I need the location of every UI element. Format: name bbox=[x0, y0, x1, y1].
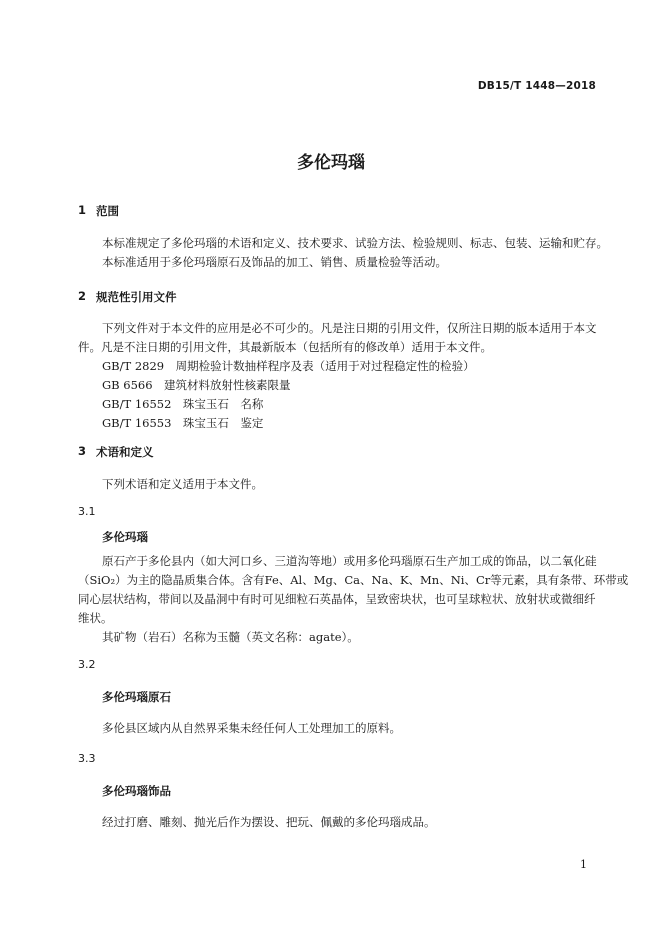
reference-item: GB 6566 建筑材料放射性核素限量 bbox=[102, 378, 291, 392]
term-3-1-number: 3.1 bbox=[78, 505, 96, 518]
term-3-1-title: 多伦玛瑙 bbox=[102, 530, 148, 544]
term-3-2-number: 3.2 bbox=[78, 658, 96, 671]
term-3-3-number: 3.3 bbox=[78, 752, 96, 765]
term-3-1-line-4: 维状。 bbox=[78, 611, 113, 625]
term-3-1-line-5: 其矿物（岩石）名称为玉髓（英文名称：agate）。 bbox=[102, 630, 359, 644]
scope-paragraph-2: 本标准适用于多伦玛瑙原石及饰品的加工、销售、质量检验等活动。 bbox=[102, 255, 447, 269]
reference-item: GB/T 2829 周期检验计数抽样程序及表（适用于对过程稳定性的检验） bbox=[102, 359, 475, 373]
references-intro-line-1: 下列文件对于本文件的应用是必不可少的。凡是注日期的引用文件，仅所注日期的版本适用于本文 bbox=[102, 321, 597, 335]
page-title: 多伦玛瑙 bbox=[297, 153, 365, 173]
section-3-number: 3 bbox=[78, 444, 87, 458]
references-intro-line-2: 件。凡是不注日期的引用文件，其最新版本（包括所有的修改单）适用于本文件。 bbox=[78, 340, 492, 354]
page-number: 1 bbox=[580, 858, 587, 871]
term-3-1-line-1: 原石产于多伦县内（如大河口乡、三道沟等地）或用多伦玛瑙原石生产加工成的饰品，以二氧化硅 bbox=[102, 554, 597, 568]
reference-item: GB/T 16552 珠宝玉石 名称 bbox=[102, 397, 264, 411]
term-3-1-line-3: 同心层状结构，带间以及晶洞中有时可见细粒石英晶体，呈致密块状，也可呈球粒状、放射状或微细纤 bbox=[78, 592, 596, 606]
term-3-2-definition: 多伦县区域内从自然界采集未经任何人工处理加工的原料。 bbox=[102, 721, 401, 735]
scope-paragraph-1: 本标准规定了多伦玛瑙的术语和定义、技术要求、试验方法、检验规则、标志、包装、运输和贮存。 bbox=[102, 236, 608, 250]
term-3-2-title: 多伦玛瑙原石 bbox=[102, 690, 171, 704]
reference-item: GB/T 16553 珠宝玉石 鉴定 bbox=[102, 416, 264, 430]
section-2-number: 2 bbox=[78, 289, 87, 303]
section-3-title: 术语和定义 bbox=[96, 445, 154, 459]
term-3-3-definition: 经过打磨、雕刻、抛光后作为摆设、把玩、佩戴的多伦玛瑙成品。 bbox=[102, 815, 436, 829]
terms-intro: 下列术语和定义适用于本文件。 bbox=[102, 477, 263, 491]
term-3-3-title: 多伦玛瑙饰品 bbox=[102, 784, 171, 798]
section-2-title: 规范性引用文件 bbox=[96, 290, 177, 304]
document-code: DB15/T 1448—2018 bbox=[477, 80, 596, 92]
term-3-1-line-2: （SiO₂）为主的隐晶质集合体。含有Fe、Al、Mg、Ca、Na、K、Mn、Ni、Cr等元素，具有条带、环带或 bbox=[78, 573, 629, 587]
section-1-title: 范围 bbox=[96, 204, 119, 218]
section-1-number: 1 bbox=[78, 203, 87, 217]
